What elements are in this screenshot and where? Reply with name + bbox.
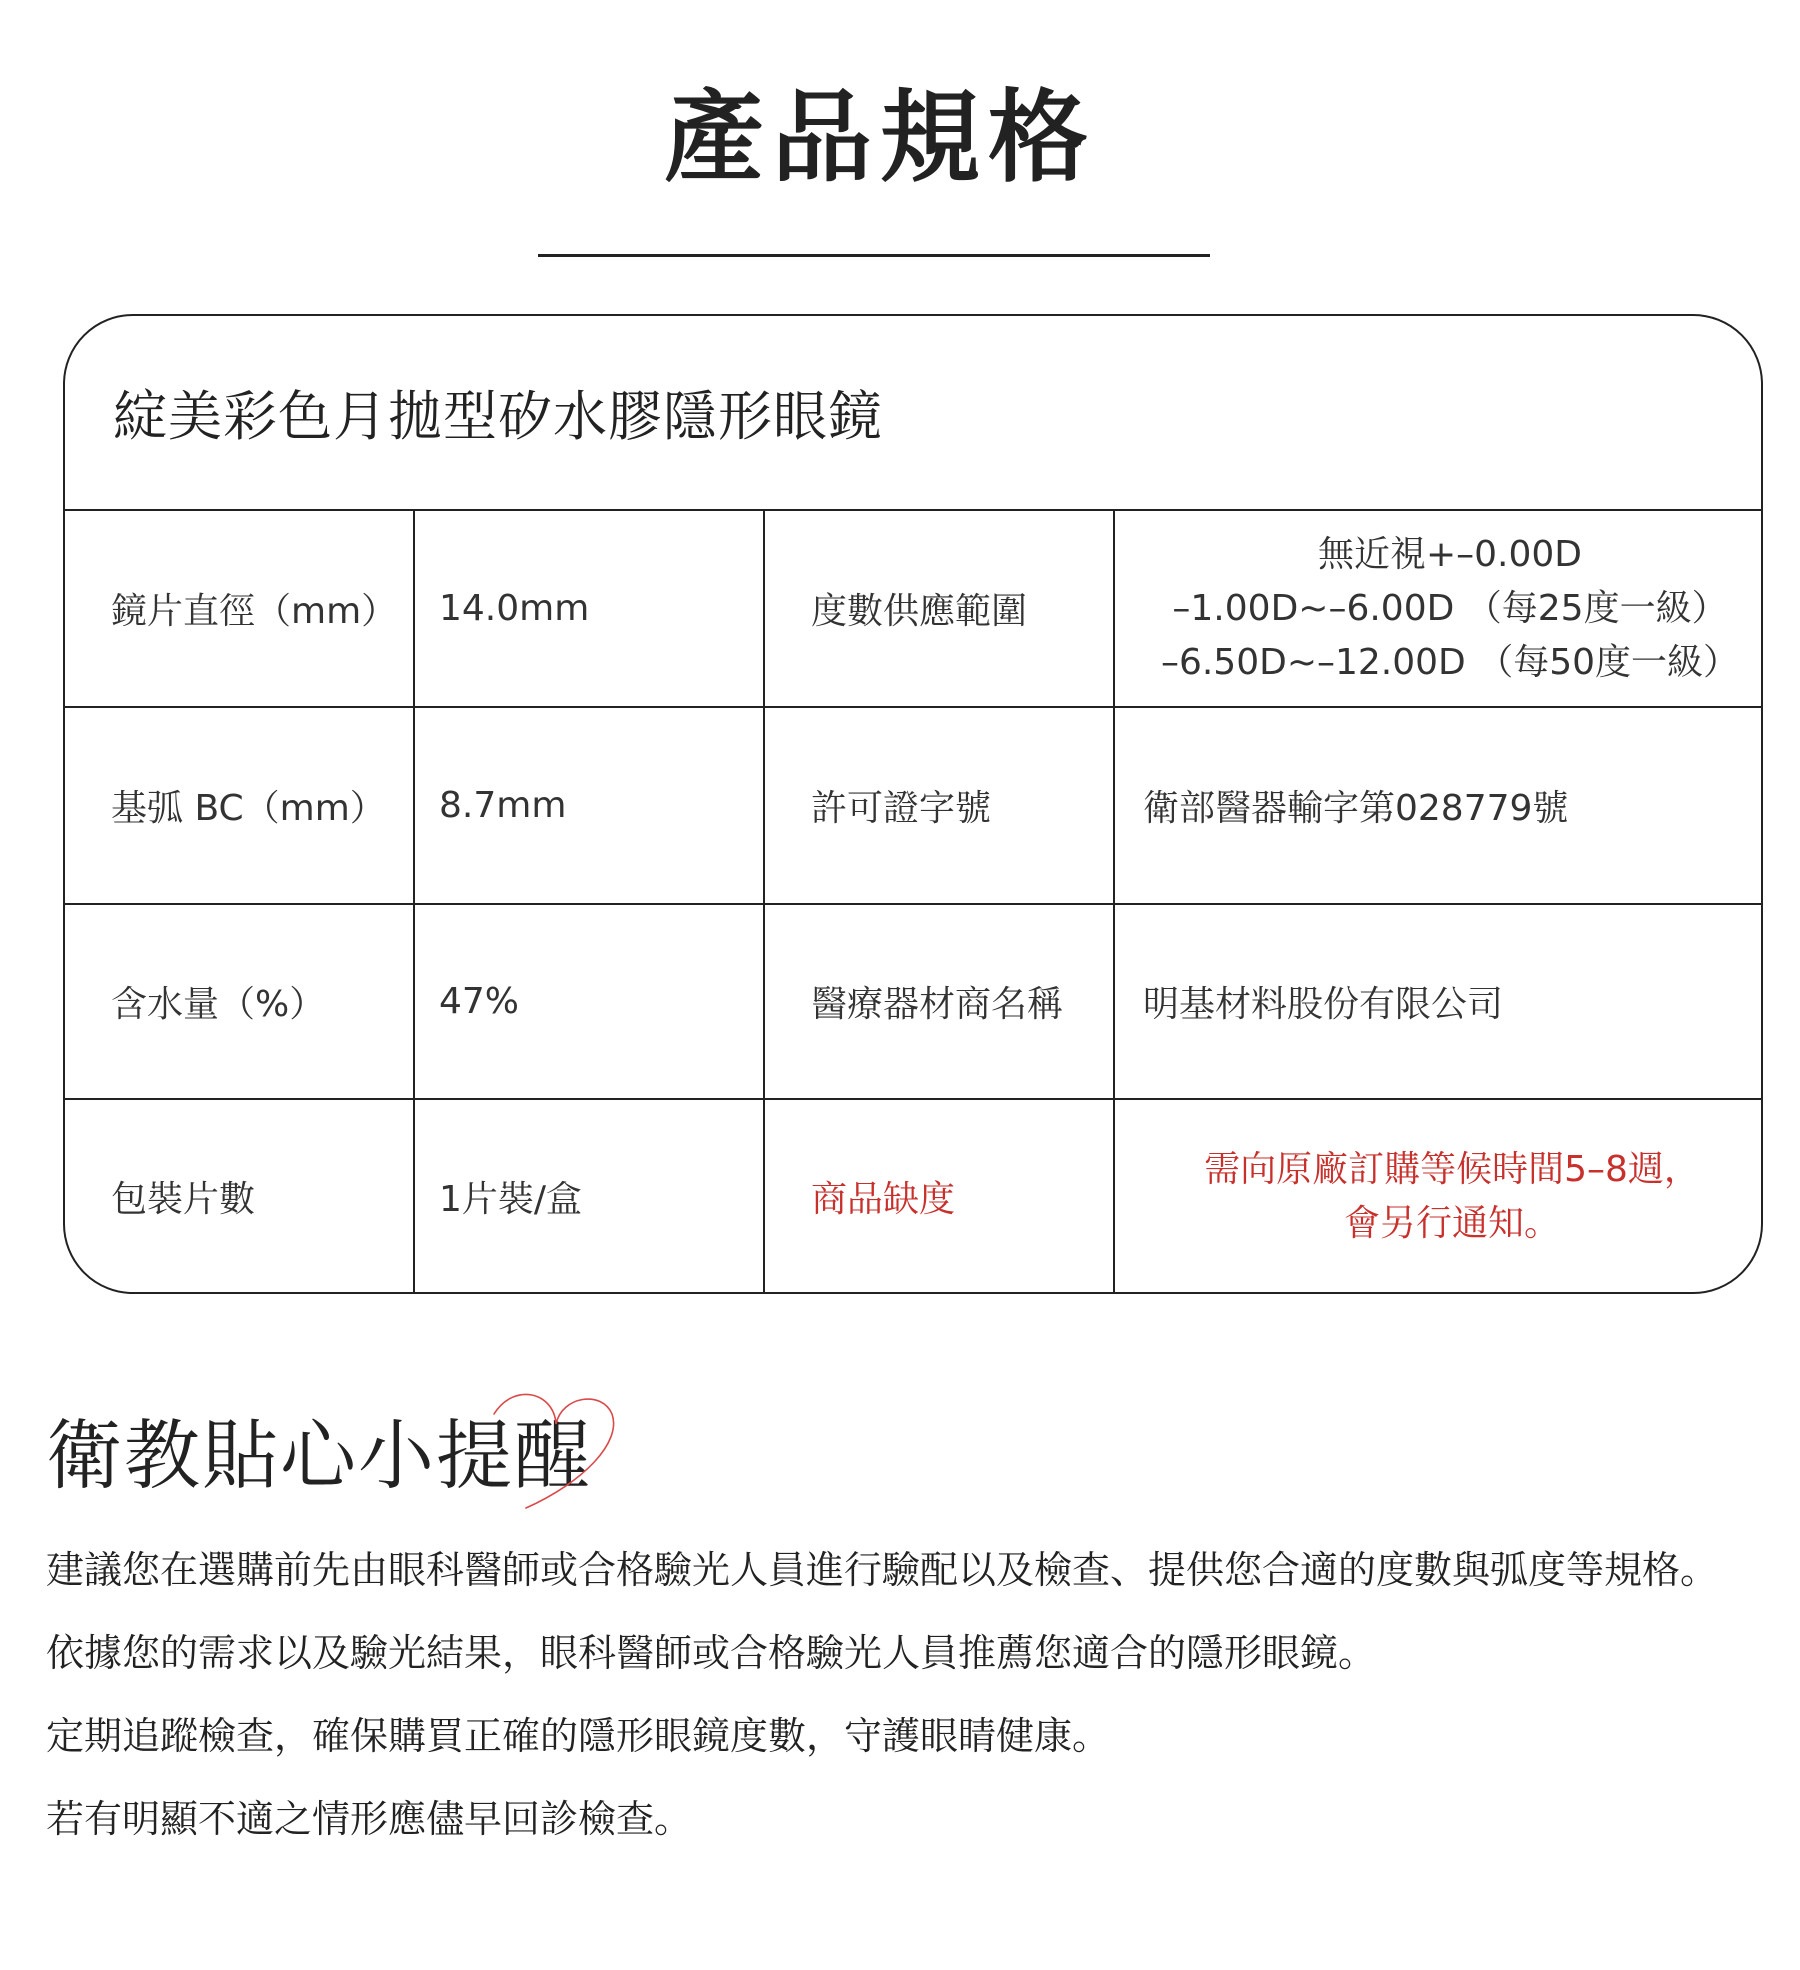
power-range-line: –1.00D~–6.00D （每25度一級） (1172, 587, 1728, 629)
spec-label-diameter: 鏡片直徑（mm） (65, 511, 415, 708)
spec-value-base-curve: 8.7mm (415, 708, 765, 905)
page-title: 產品規格 (664, 79, 1096, 196)
health-tips-list (46, 1540, 1786, 1872)
spec-value-manufacturer: 明基材料股份有限公司 (1115, 905, 1761, 1100)
power-range-line: –6.50D~–12.00D （每50度一級） (1160, 641, 1740, 683)
health-tips-title: 衛教貼心小提醒 (46, 1411, 592, 1500)
spec-label-power-range: 度數供應範圍 (765, 511, 1115, 708)
spec-value-license: 衛部醫器輸字第028779號 (1115, 708, 1761, 905)
health-tip-item: 建議您在選購前先由眼科醫師或合格驗光人員進行驗配以及檢查、提供您合適的度數與弧度等規格。 (46, 1548, 1719, 1592)
spec-label-license: 許可證字號 (765, 708, 1115, 905)
spec-value-water-content: 47% (415, 905, 765, 1100)
heart-outline-icon (484, 1384, 624, 1514)
product-name: 綻美彩色月拋型矽水膠隱形眼鏡 (65, 316, 1761, 511)
spec-value-power-range (1115, 511, 1761, 708)
spec-label-package: 包裝片數 (65, 1100, 415, 1293)
out-of-stock-line: 需向原廠訂購等候時間5–8週， (1204, 1148, 1700, 1190)
spec-label-manufacturer: 醫療器材商名稱 (765, 905, 1115, 1100)
spec-grid (65, 511, 1761, 1293)
health-tip-item: 定期追蹤檢查，確保購買正確的隱形眼鏡度數，守護眼睛健康。 (46, 1714, 1111, 1758)
spec-table-card (63, 314, 1763, 1294)
spec-label-out-of-stock: 商品缺度 (765, 1100, 1115, 1293)
health-tip-item: 若有明顯不適之情形應儘早回診檢查。 (46, 1797, 693, 1841)
spec-value-diameter: 14.0mm (415, 511, 765, 708)
title-divider (538, 254, 1210, 257)
health-tip-item: 依據您的需求以及驗光結果，眼科醫師或合格驗光人員推薦您適合的隱形眼鏡。 (46, 1631, 1377, 1675)
spec-label-base-curve: 基弧 BC（mm） (65, 708, 415, 905)
spec-value-package: 1片裝/盒 (415, 1100, 765, 1293)
spec-label-water-content: 含水量（%） (65, 905, 415, 1100)
power-range-line: 無近視+–0.00D (1317, 533, 1583, 575)
out-of-stock-line: 會另行通知。 (1343, 1202, 1560, 1244)
spec-value-out-of-stock (1115, 1100, 1761, 1293)
